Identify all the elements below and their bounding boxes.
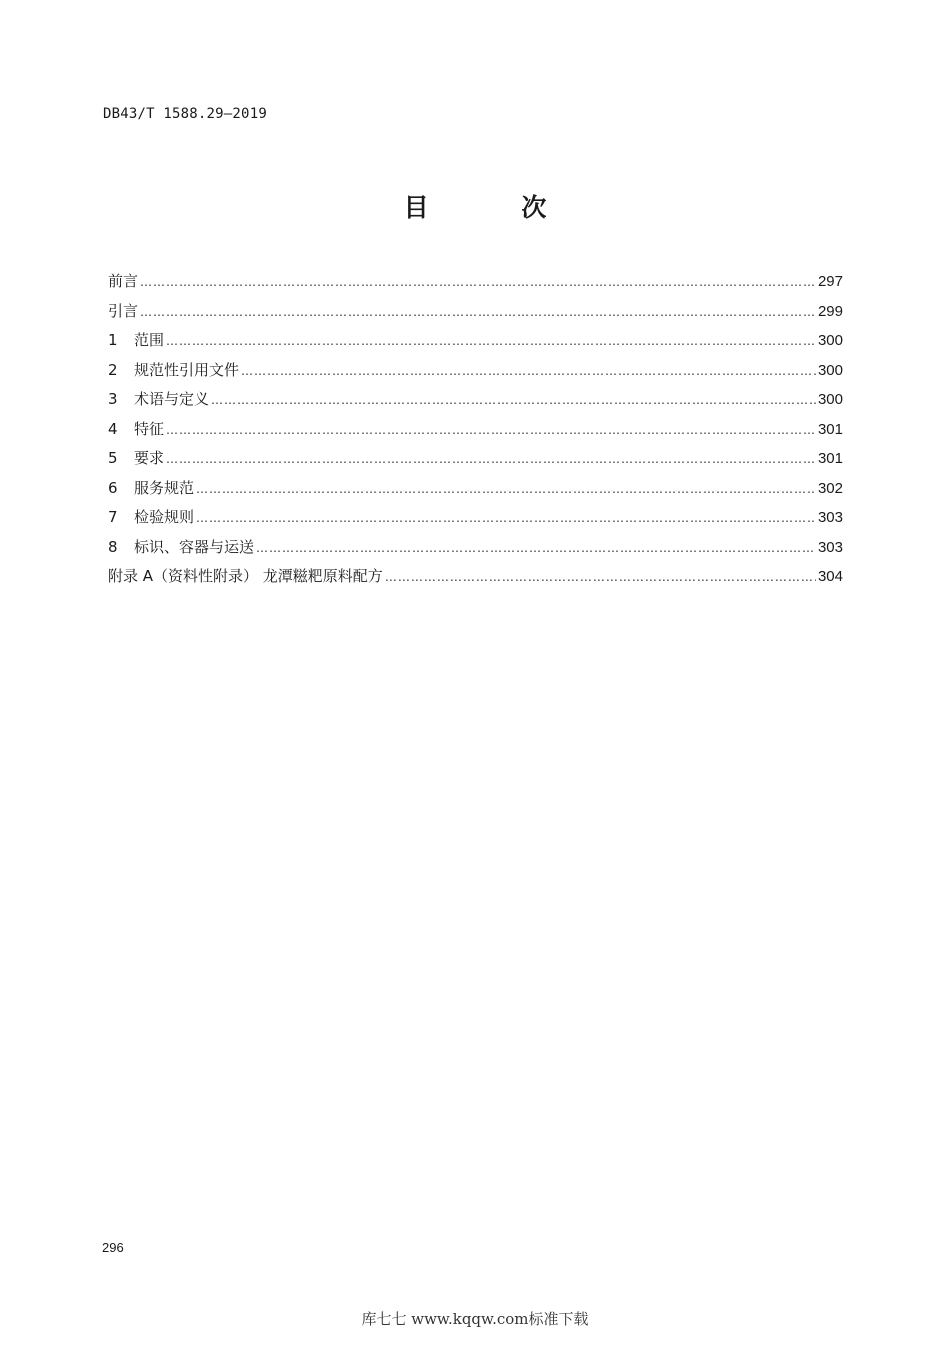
- toc-entry-2[interactable]: [108, 359, 843, 389]
- toc-entry-label: 范围: [134, 331, 165, 349]
- toc-entry-number: 4: [108, 419, 118, 438]
- toc-leader-dots: [385, 570, 816, 584]
- toc-leader-dots: [241, 364, 816, 378]
- toc-entry-page: 297: [817, 273, 843, 290]
- download-watermark: 库七七 www.kqqw.com标准下载: [361, 1310, 589, 1328]
- toc-entry-page: 299: [817, 302, 843, 320]
- toc-entry-label: 检验规则: [134, 508, 195, 526]
- toc-entry-number: 2: [108, 360, 118, 379]
- toc-entry-page: 303: [817, 538, 843, 556]
- toc-leader-dots: [196, 511, 816, 525]
- toc-entry-appendix-a[interactable]: [108, 565, 843, 595]
- toc-entry-8[interactable]: [108, 536, 843, 566]
- toc-leader-dots: [166, 423, 816, 437]
- toc-entry-1[interactable]: [108, 329, 843, 359]
- toc-entry-3[interactable]: [108, 388, 843, 418]
- table-of-contents: [108, 270, 843, 595]
- toc-leader-dots: [256, 541, 816, 555]
- toc-entry-label: 标识、容器与运送: [134, 537, 255, 556]
- toc-leader-dots: [140, 275, 816, 289]
- page-title: 目 次: [403, 193, 589, 222]
- toc-entry-label: 服务规范: [134, 478, 195, 497]
- toc-entry-page: 300: [817, 361, 843, 379]
- toc-entry-number: 3: [108, 390, 118, 408]
- toc-leader-dots: [140, 305, 816, 319]
- toc-entry-number: 1: [108, 331, 118, 349]
- toc-entry-label: 附录 A（资料性附录） 龙潭糍粑原料配方: [108, 567, 383, 585]
- toc-leader-dots: [166, 334, 816, 348]
- toc-leader-dots: [166, 452, 816, 466]
- toc-entry-label: 特征: [134, 419, 165, 438]
- toc-entry-introduction[interactable]: [108, 300, 843, 330]
- toc-entry-6[interactable]: [108, 477, 843, 507]
- toc-entry-7[interactable]: [108, 506, 843, 536]
- toc-entry-page: 303: [817, 509, 843, 526]
- toc-entry-label: 引言: [108, 301, 139, 320]
- toc-entry-page: 302: [817, 479, 843, 497]
- page-number: 296: [102, 1240, 124, 1255]
- toc-entry-page: 301: [817, 450, 843, 467]
- toc-entry-page: 304: [817, 568, 843, 585]
- toc-entry-page: 300: [817, 332, 843, 349]
- toc-entry-page: 300: [817, 391, 843, 408]
- toc-entry-number: 5: [108, 449, 118, 467]
- toc-entry-label: 术语与定义: [134, 390, 210, 408]
- toc-entry-4[interactable]: [108, 418, 843, 448]
- toc-entry-page: 301: [817, 420, 843, 438]
- toc-entry-number: 8: [108, 537, 118, 556]
- toc-leader-dots: [196, 482, 816, 496]
- toc-entry-label: 要求: [134, 449, 165, 467]
- toc-entry-5[interactable]: [108, 447, 843, 477]
- toc-entry-foreword[interactable]: [108, 270, 843, 300]
- toc-entry-label: 前言: [108, 272, 139, 290]
- toc-entry-number: 6: [108, 478, 118, 497]
- toc-entry-number: 7: [108, 508, 118, 526]
- document-code: DB43/T 1588.29—2019: [103, 106, 267, 122]
- toc-entry-label: 规范性引用文件: [134, 360, 240, 379]
- toc-leader-dots: [211, 393, 816, 407]
